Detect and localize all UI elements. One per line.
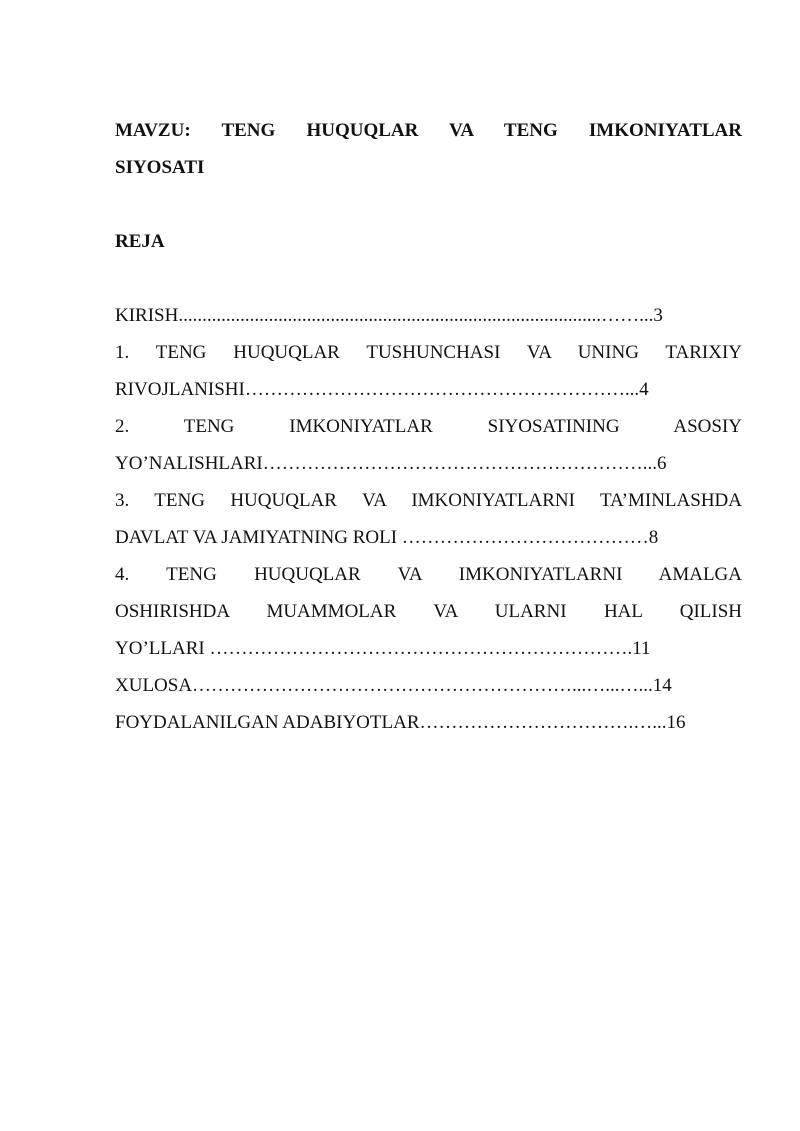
- plan-heading: REJA: [115, 231, 165, 252]
- toc-entry-4-line-1: 4. TENG HUQUQLAR VA IMKONIYATLARNI AMALGA: [115, 564, 742, 585]
- document-page: [115, 112, 742, 741]
- toc-entry-2-line-2: YO’NALISHLARI……………………………………………………...6: [115, 453, 667, 474]
- toc-entry-introduction: KIRISH.........................................................................................……...3: [115, 305, 663, 326]
- toc-entry-1-line-2: RIVOJLANISHI……………………………………………………...4: [115, 379, 649, 400]
- table-of-contents: [115, 297, 742, 741]
- title-line-2: SIYOSATI: [115, 157, 205, 178]
- toc-entry-3-line-1: 3. TENG HUQUQLAR VA IMKONIYATLARNI TA’MINLASHDA: [115, 490, 742, 511]
- title-line-1: MAVZU: TENG HUQUQLAR VA TENG IMKONIYATLAR: [115, 120, 742, 141]
- toc-entry-2-line-1: 2. TENG IMKONIYATLAR SIYOSATINING ASOSIY: [115, 416, 742, 437]
- toc-entry-conclusion: XULOSA……………………………………………………...…...…...14: [115, 675, 672, 696]
- toc-entry-4-line-3: YO’LLARI ………………………………………………………….11: [115, 638, 651, 659]
- document-title: [115, 112, 742, 186]
- toc-entry-4-line-2: OSHIRISHDA MUAMMOLAR VA ULARNI HAL QILISH: [115, 601, 742, 622]
- toc-entry-references: FOYDALANILGAN ADABIYOTLAR…………………………….…...16: [115, 712, 686, 733]
- toc-entry-1-line-1: 1. TENG HUQUQLAR TUSHUNCHASI VA UNING TARIXIY: [115, 342, 742, 363]
- toc-entry-3-line-2: DAVLAT VA JAMIYATNING ROLI …………………………………8: [115, 527, 659, 548]
